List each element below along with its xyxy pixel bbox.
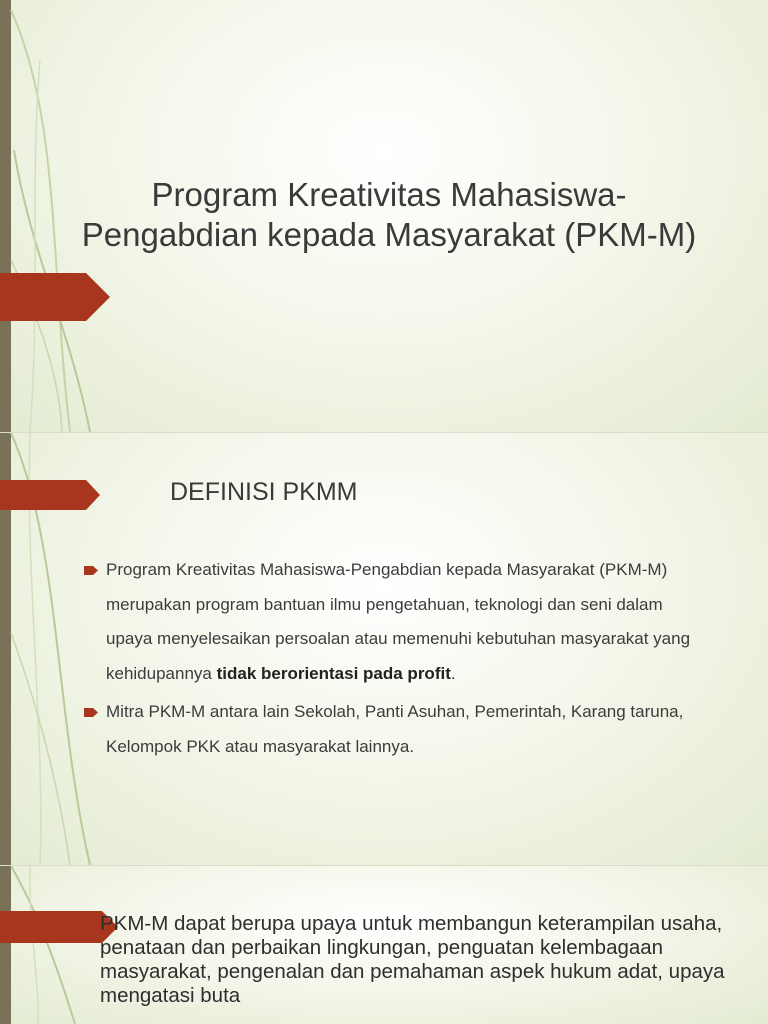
list-item bbox=[82, 695, 712, 764]
slide-sidebar bbox=[0, 866, 11, 1024]
arrow-bullet-icon bbox=[84, 708, 98, 717]
slide-title bbox=[0, 175, 768, 255]
bullet-text: Mitra PKM-M antara lain Sekolah, Panti Asuhan, Pemerintah, Karang taruna, Kelompok PKK atau masyarakat lainnya. bbox=[106, 702, 684, 756]
section-title: DEFINISI PKMM bbox=[170, 478, 358, 506]
pentagon-arrow-icon bbox=[0, 480, 100, 510]
title-line-2: Pengabdian kepada Masyarakat (PKM-M) bbox=[81, 216, 697, 253]
bullet-bold-text: tidak berorientasi pada profit bbox=[216, 663, 451, 683]
slide-3-text: PKM-M dapat berupa upaya untuk membangun keterampilan usaha, penataan dan perbaikan lingkungan, penguatan kelembagaan masyarakat, pengenalan dan pemahaman aspek hukum adat, upaya mengatasi buta bbox=[100, 912, 725, 1007]
slide-1 bbox=[0, 0, 768, 432]
list-item bbox=[82, 553, 712, 691]
bullet-list bbox=[82, 553, 712, 764]
arrow-bullet-icon bbox=[84, 566, 98, 575]
bullet-text: Program Kreativitas Mahasiswa-Pengabdian kepada Masyarakat (PKM-M) merupakan program bantuan ilmu pengetahuan, teknologi dan seni dalam upaya menyelesaikan persoalan atau memenuhi kebutuhan masyarakat yang kehidupannya bbox=[106, 560, 691, 683]
pentagon-arrow-icon bbox=[0, 273, 110, 321]
bullet-text-end: . bbox=[450, 663, 456, 683]
title-line-1: Program Kreativitas Mahasiswa- bbox=[151, 176, 627, 213]
